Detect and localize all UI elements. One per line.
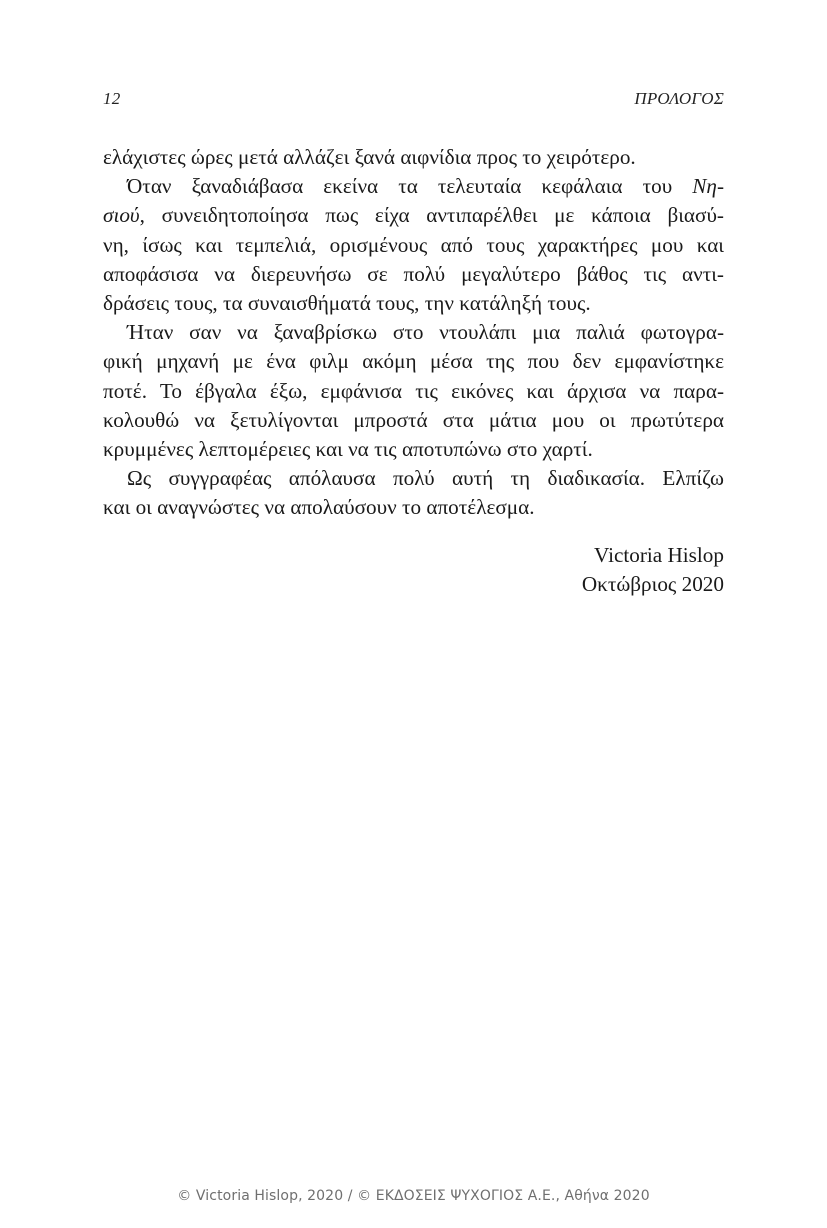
text-line: κολουθώ να ξετυλίγονται μπροστά στα μάτια μου οι πρωτύτερα [103,407,724,432]
text-line: Ως συγγραφέας απόλαυσα πολύ αυτή τη διαδικασία. Ελπίζω [127,466,724,491]
page-number: 12 [103,89,121,108]
copyright-footer: © Victoria Hislop, 2020 / © ΕΚΔΟΣΕΙΣ ΨΥΧΟΓΙΟΣ Α.Ε., Αθήνα 2020 [177,1188,650,1204]
book-title-italic: Νη- [692,174,724,199]
text-line: και οι αναγνώστες να απολαύσουν το αποτέλεσμα. [103,495,535,520]
book-title-italic: σιού [103,203,140,228]
chapter-title: ΠΡΟΛΟΓΟΣ [634,89,724,108]
body-text [103,143,724,523]
text-line: φική μηχανή με ένα φιλμ ακόμη μέσα της που δεν εμφανίστηκε [103,349,724,374]
running-head [103,88,724,110]
paragraph [103,172,724,318]
text-line [103,201,724,230]
text-line: αποφάσισα να διερευνήσω σε πολύ μεγαλύτερο βάθος τις αντι- [103,261,724,286]
text-line: νη, ίσως και τεμπελιά, ορισμένους από τους χαρακτήρες μου και [103,232,724,257]
page-content [103,88,724,600]
text-line: Ήταν σαν να ξαναβρίσκω στο ντουλάπι μια παλιά φωτογρα- [127,320,724,345]
author-name: Victoria Hislop [594,542,724,567]
paragraph [103,143,724,172]
signature-date: Οκτώβριος 2020 [581,572,724,597]
text-line: δράσεις τους, τα συναισθήματά τους, την κατάληξή τους. [103,291,591,316]
text-line [103,172,724,201]
paragraph [103,318,724,464]
text-line: ποτέ. Το έβγαλα έξω, εμφάνισα τις εικόνες και άρχισα να παρα- [103,378,724,403]
text-line: κρυμμένες λεπτομέρειες και να τις αποτυπώνω στο χαρτί. [103,437,593,462]
text-span: Όταν ξαναδιάβασα εκείνα τα τελευταία κεφάλαια του [127,174,693,199]
paragraph [103,464,724,522]
text-line: ελάχιστες ώρες μετά αλλάζει ξανά αιφνίδια προς το χειρότερο. [103,145,636,169]
text-span: , συνειδητοποίησα πως είχα αντιπαρέλθει με κάποια βιασύ- [139,203,724,228]
signature-block [103,541,724,600]
